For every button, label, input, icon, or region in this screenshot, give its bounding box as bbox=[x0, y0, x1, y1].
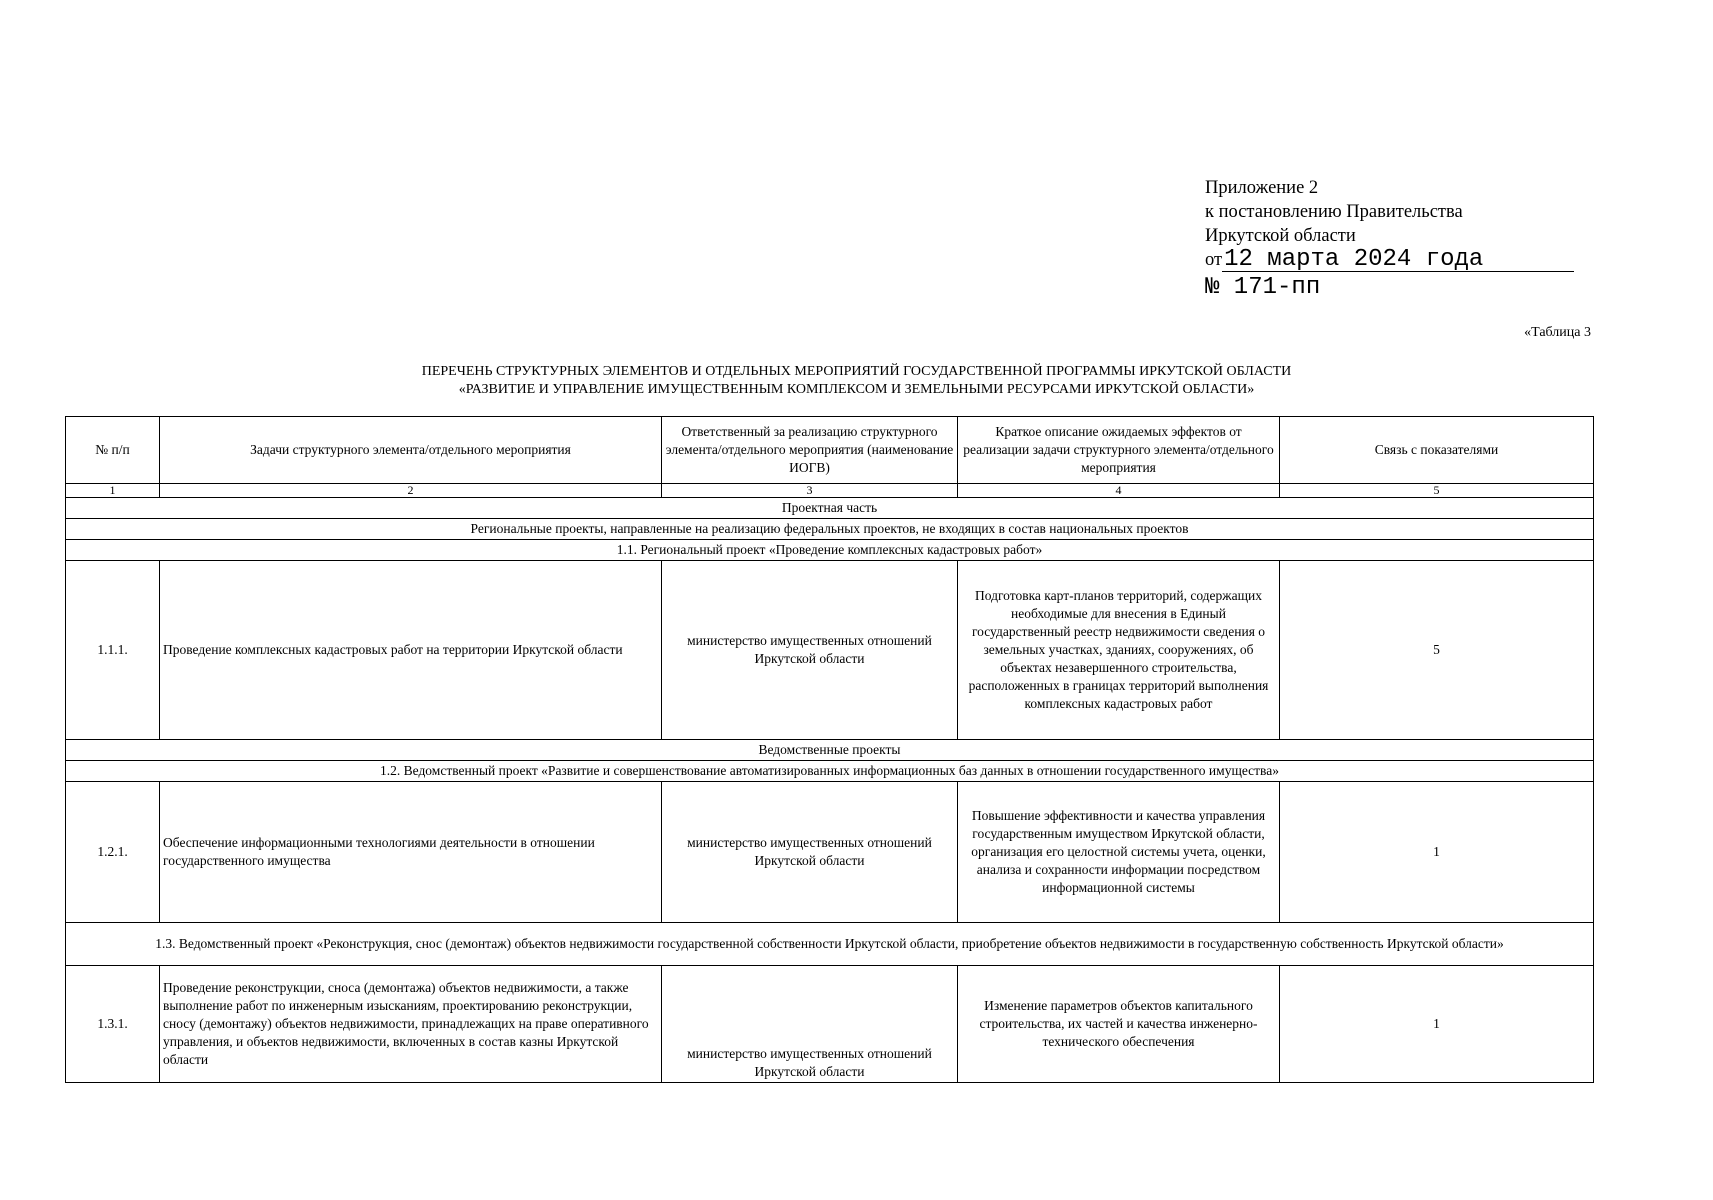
row-responsible: министерство имущественных отношений Иркутской области bbox=[687, 1046, 932, 1079]
section-row bbox=[66, 540, 1594, 561]
row-responsible: министерство имущественных отношений Иркутской области bbox=[662, 561, 958, 740]
annex-date-row bbox=[1205, 248, 1574, 272]
annex-resolution: к постановлению Правительства bbox=[1205, 202, 1463, 222]
row-effect: Изменение параметров объектов капитального строительства, их частей и качества инженерно-технического обеспечения bbox=[958, 966, 1280, 1083]
section-1-1: 1.1. Региональный проект «Проведение комплексных кадастровых работ» bbox=[66, 540, 1594, 561]
section-departmental-projects: Ведомственные проекты bbox=[66, 740, 1594, 761]
annex-title: Приложение 2 bbox=[1205, 178, 1319, 198]
row-effect: Подготовка карт-планов территорий, содержащих необходимые для внесения в Единый государственный реестр недвижимости сведения о земельных участках, зданиях, сооружениях, об объектах незавершенного строительства, расположенных в границах территорий выполнения комплексных кадастровых работ bbox=[958, 561, 1280, 740]
row-indicator: 1 bbox=[1280, 782, 1594, 923]
column-number: 4 bbox=[958, 484, 1280, 498]
row-number: 1.3.1. bbox=[66, 966, 160, 1083]
row-responsible: министерство имущественных отношений Иркутской области bbox=[662, 782, 958, 923]
row-indicator: 1 bbox=[1280, 966, 1594, 1083]
table-row bbox=[66, 966, 1594, 1083]
annex-region: Иркутской области bbox=[1205, 226, 1356, 246]
section-1-3: 1.3. Ведомственный проект «Реконструкция, снос (демонтаж) объектов недвижимости государственной собственности Иркутской области, приобретение объектов недвижимости в государственную собственность Иркутской области» bbox=[66, 923, 1594, 966]
header-number: № п/п bbox=[66, 417, 160, 484]
column-number: 1 bbox=[66, 484, 160, 498]
section-row bbox=[66, 923, 1594, 966]
document-title-line1: ПЕРЕЧЕНЬ СТРУКТУРНЫХ ЭЛЕМЕНТОВ И ОТДЕЛЬНЫХ МЕРОПРИЯТИЙ ГОСУДАРСТВЕННОЙ ПРОГРАММЫ ИРКУТСКОЙ ОБЛАСТИ bbox=[421, 364, 1292, 379]
row-effect: Повышение эффективности и качества управления государственным имуществом Иркутской области, организация его целостной системы учета, оценки, анализа и сохранности информации посредством информационной системы bbox=[958, 782, 1280, 923]
column-number: 3 bbox=[662, 484, 958, 498]
section-project-part: Проектная часть bbox=[66, 498, 1594, 519]
measures-table bbox=[65, 416, 1594, 1083]
annex-date: 12 марта 2024 года bbox=[1222, 249, 1574, 272]
row-task: Проведение реконструкции, сноса (демонтажа) объектов недвижимости, а также выполнение работ по инженерным изысканиям, проектированию реконструкции, сносу (демонтажу) объектов недвижимости, принадлежащих на праве оперативного управления, и объектов недвижимости, включенных в состав казны Иркутской области bbox=[160, 966, 662, 1083]
row-number: 1.2.1. bbox=[66, 782, 160, 923]
header-indicator: Связь с показателями bbox=[1280, 417, 1594, 484]
column-number: 5 bbox=[1280, 484, 1594, 498]
header-responsible: Ответственный за реализацию структурного элемента/отдельного мероприятия (наименование ИОГВ) bbox=[662, 417, 958, 484]
header-effect: Краткое описание ожидаемых эффектов от реализации задачи структурного элемента/отдельного мероприятия bbox=[958, 417, 1280, 484]
document-title-line2: «РАЗВИТИЕ И УПРАВЛЕНИЕ ИМУЩЕСТВЕННЫМ КОМПЛЕКСОМ И ЗЕМЕЛЬНЫМИ РЕСУРСАМИ ИРКУТСКОЙ ОБЛАСТИ» bbox=[458, 382, 1255, 397]
section-regional-projects: Региональные проекты, направленные на реализацию федеральных проектов, не входящих в состав национальных проектов bbox=[66, 519, 1594, 540]
row-task: Обеспечение информационными технологиями деятельности в отношении государственного имущества bbox=[160, 782, 662, 923]
section-row bbox=[66, 519, 1594, 540]
section-1-2: 1.2. Ведомственный проект «Развитие и совершенствование автоматизированных информационных баз данных в отношении государственного имущества» bbox=[66, 761, 1594, 782]
header-task: Задачи структурного элемента/отдельного мероприятия bbox=[160, 417, 662, 484]
annex-number: № 171-пп bbox=[1205, 274, 1321, 301]
table-label: «Таблица 3 bbox=[1524, 325, 1591, 340]
row-number: 1.1.1. bbox=[66, 561, 160, 740]
table-row bbox=[66, 782, 1594, 923]
column-numbers-row bbox=[66, 484, 1594, 498]
row-task: Проведение комплексных кадастровых работ на территории Иркутской области bbox=[160, 561, 662, 740]
document-title bbox=[0, 363, 1713, 399]
annex-block bbox=[1205, 176, 1574, 300]
column-number: 2 bbox=[160, 484, 662, 498]
annex-date-prefix: от bbox=[1205, 250, 1223, 270]
section-row bbox=[66, 740, 1594, 761]
table-header-row bbox=[66, 417, 1594, 484]
table-row bbox=[66, 561, 1594, 740]
section-row bbox=[66, 761, 1594, 782]
section-row bbox=[66, 498, 1594, 519]
row-responsible-cell bbox=[662, 966, 958, 1083]
row-indicator: 5 bbox=[1280, 561, 1594, 740]
